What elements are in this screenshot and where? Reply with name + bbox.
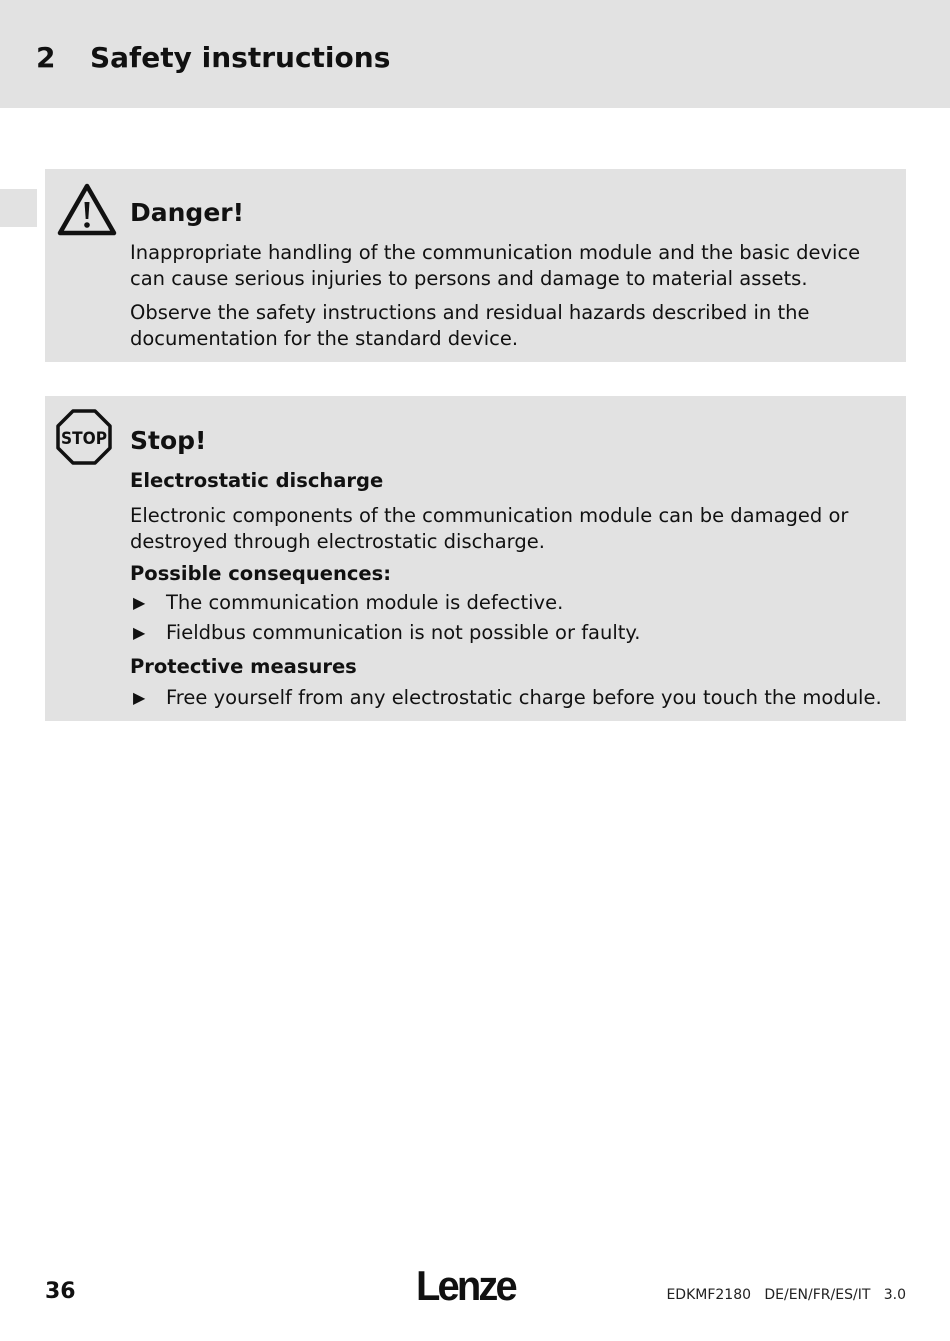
consequences-list [130, 590, 892, 646]
stop-sign-icon [56, 409, 112, 469]
consequence-text: The communication module is defective. [166, 591, 564, 614]
warning-triangle-icon [56, 182, 118, 242]
danger-paragraph-2: Observe the safety instructions and residual hazards described in the documentation for the standard device. [130, 301, 810, 350]
stop-notice [45, 396, 906, 721]
list-item [130, 620, 892, 646]
measures-list [130, 685, 892, 711]
consequences-label: Possible consequences: [130, 562, 392, 585]
lenze-logo: Lenze [416, 1262, 515, 1309]
measure-text: Free yourself from any electrostatic charge before you touch the module. [166, 686, 882, 709]
stop-paragraph: Electronic components of the communication module can be damaged or destroyed through electrostatic discharge. [130, 504, 849, 553]
chapter-number: 2 [36, 41, 56, 74]
chapter-header [0, 0, 950, 108]
danger-notice [45, 169, 906, 362]
consequence-text: Fieldbus communication is not possible or faulty. [166, 621, 641, 644]
stop-sign-label: STOP [61, 429, 107, 449]
list-item [130, 590, 892, 616]
danger-content [130, 198, 892, 352]
chapter-title: Safety instructions [90, 41, 391, 74]
stop-subheading: Electrostatic discharge [130, 469, 384, 492]
danger-paragraph-1: Inappropriate handling of the communication module and the basic device can cause serious injuries to persons and damage to material assets. [130, 241, 861, 290]
bullet-arrow-icon: ▶ [133, 623, 146, 642]
stop-content [130, 426, 892, 711]
bullet-arrow-icon: ▶ [133, 688, 146, 707]
page-number: 36 [45, 1279, 76, 1304]
bullet-arrow-icon: ▶ [133, 593, 146, 612]
chapter-side-tab [0, 189, 37, 227]
danger-heading: Danger! [130, 198, 245, 227]
stop-heading: Stop! [130, 426, 207, 455]
list-item [130, 685, 892, 711]
document-code: EDKMF2180 DE/EN/FR/ES/IT 3.0 [666, 1287, 906, 1303]
measures-label: Protective measures [130, 655, 357, 678]
